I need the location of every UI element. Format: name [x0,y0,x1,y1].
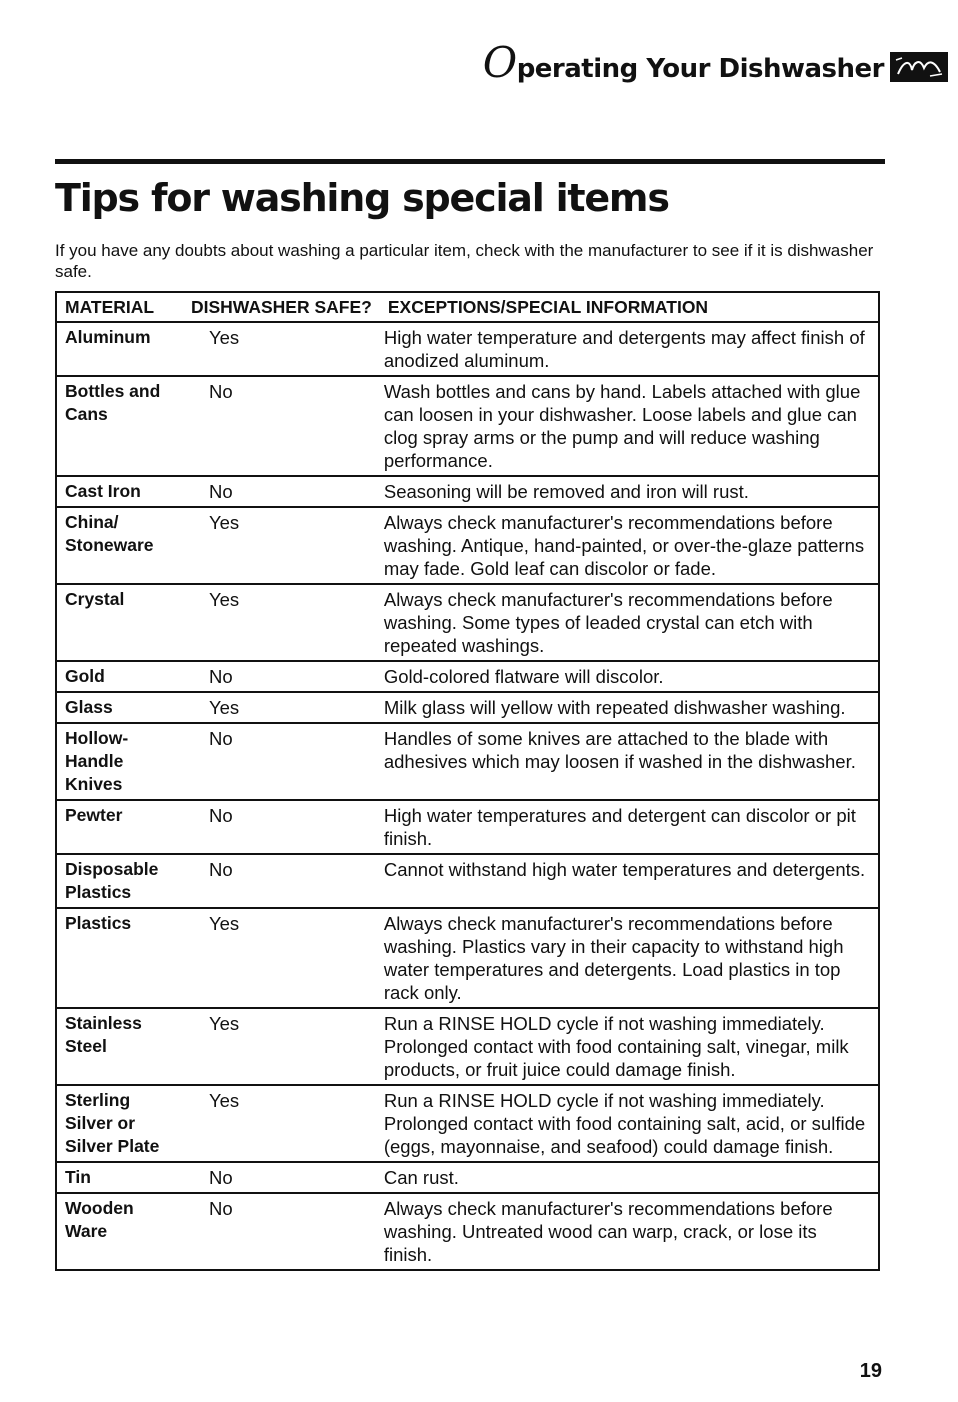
table-row [56,584,879,661]
table-row [56,1162,879,1193]
table-row [56,723,879,800]
exception-info-cell: Always check manufacturer's recommendations before washing. Some types of leaded crystal can etch with repeated washings. [380,584,879,661]
dishwasher-safe-cell: No [183,854,380,908]
exception-info-cell: Run a RINSE HOLD cycle if not washing immediately. Prolonged contact with food containing salt, acid, or sulfide (eggs, mayonnaise, and seafood) could damage finish. [380,1085,879,1162]
page-number: 19 [859,1360,882,1382]
exception-info-cell: Gold-colored flatware will discolor. [380,661,879,692]
material-cell: Cast Iron [56,476,183,507]
section-title [482,38,884,87]
dishwasher-safe-cell: Yes [183,322,380,376]
material-cell: Bottles and Cans [56,376,183,476]
material-cell: Gold [56,661,183,692]
material-cell: Hollow-Handle Knives [56,723,183,800]
exception-info-cell: Wash bottles and cans by hand. Labels attached with glue can loosen in your dishwasher. Loose labels and glue can clog spray arms or the pump and will reduce washing performance. [380,376,879,476]
dishwasher-safe-cell: No [183,800,380,854]
dishwasher-safe-cell: No [183,1193,380,1270]
dishwasher-safe-cell: Yes [183,692,380,723]
dishwasher-safe-cell: Yes [183,507,380,584]
material-cell: Pewter [56,800,183,854]
dishwasher-safe-cell: No [183,1162,380,1193]
table-row [56,661,879,692]
dishwasher-safe-cell: No [183,661,380,692]
table-row [56,800,879,854]
material-cell: Plastics [56,908,183,1008]
material-column-header: MATERIAL [56,292,183,322]
table-row [56,1008,879,1085]
material-cell: Disposable Plastics [56,854,183,908]
brand-logo-icon [890,52,948,82]
info-column-header: EXCEPTIONS/SPECIAL INFORMATION [380,292,879,322]
exception-info-cell: Always check manufacturer's recommendations before washing. Plastics vary in their capacity to withstand high water temperatures and detergents. Load plastics in top rack only. [380,908,879,1008]
exception-info-cell: Milk glass will yellow with repeated dishwasher washing. [380,692,879,723]
exception-info-cell: Can rust. [380,1162,879,1193]
exception-info-cell: Always check manufacturer's recommendations before washing. Antique, hand-painted, or over-the-glaze patterns may fade. Gold leaf can discolor or fade. [380,507,879,584]
material-cell: Sterling Silver or Silver Plate [56,1085,183,1162]
table-row [56,692,879,723]
special-items-table [55,291,880,1271]
table-row [56,476,879,507]
safe-column-header: DISHWASHER SAFE? [183,292,380,322]
table-row [56,1085,879,1162]
exception-info-cell: Seasoning will be removed and iron will rust. [380,476,879,507]
table-body [56,322,879,1270]
dishwasher-safe-cell: Yes [183,584,380,661]
material-cell: Glass [56,692,183,723]
material-cell: Wooden Ware [56,1193,183,1270]
table-row [56,854,879,908]
dishwasher-safe-cell: Yes [183,1085,380,1162]
dishwasher-safe-cell: No [183,376,380,476]
exception-info-cell: Run a RINSE HOLD cycle if not washing immediately. Prolonged contact with food containing salt, vinegar, milk products, or fruit juice could damage finish. [380,1008,879,1085]
table-header-row [56,292,879,322]
exception-info-cell: High water temperatures and detergent can discolor or pit finish. [380,800,879,854]
page-header [482,38,948,87]
table-row [56,322,879,376]
exception-info-cell: Handles of some knives are attached to the blade with adhesives which may loosen if washed in the dishwasher. [380,723,879,800]
table-row [56,507,879,584]
table-row [56,376,879,476]
material-cell: Crystal [56,584,183,661]
exception-info-cell: Always check manufacturer's recommendations before washing. Untreated wood can warp, crack, or lose its finish. [380,1193,879,1270]
table-row [56,1193,879,1270]
dishwasher-safe-cell: No [183,723,380,800]
exception-info-cell: Cannot withstand high water temperatures and detergents. [380,854,879,908]
material-cell: Tin [56,1162,183,1193]
exception-info-cell: High water temperature and detergents may affect finish of anodized aluminum. [380,322,879,376]
material-cell: China/ Stoneware [56,507,183,584]
dishwasher-safe-cell: No [183,476,380,507]
dishwasher-safe-cell: Yes [183,908,380,1008]
section-title-rest: perating Your Dishwasher [516,54,884,84]
intro-paragraph: If you have any doubts about washing a particular item, check with the manufacturer to see if it is dishwasher safe. [55,241,874,281]
material-cell: Stainless Steel [56,1008,183,1085]
dishwasher-safe-cell: Yes [183,1008,380,1085]
section-title-initial: O [482,38,517,87]
header-rule [55,159,885,164]
page-title: Tips for washing special items [55,176,669,220]
table-row [56,908,879,1008]
material-cell: Aluminum [56,322,183,376]
